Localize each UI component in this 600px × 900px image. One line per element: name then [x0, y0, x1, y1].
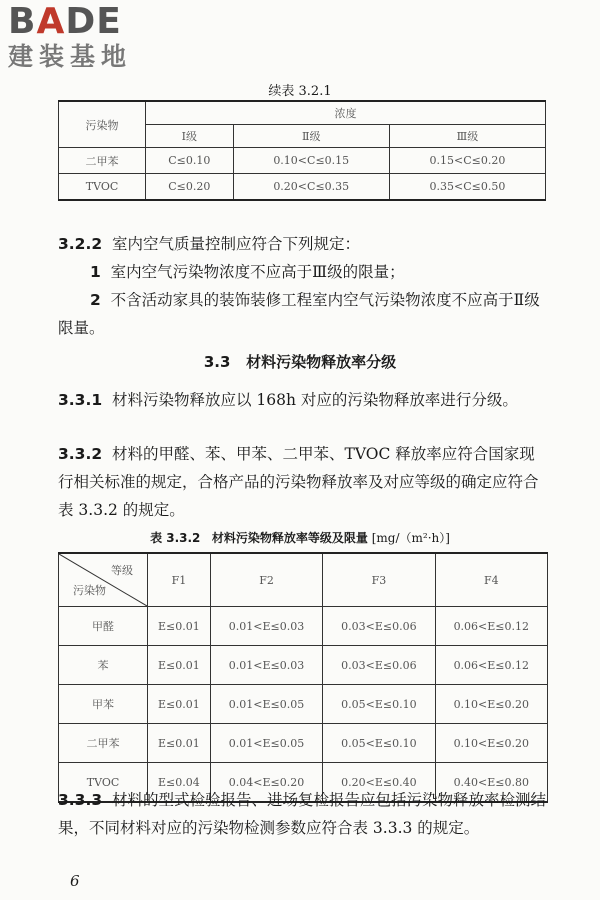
header-grade: 等级	[111, 564, 133, 577]
table-row	[59, 607, 548, 646]
table-cell: 0.06<E≤0.12	[435, 646, 547, 685]
table-row	[59, 724, 548, 763]
table-cell: 0.03<E≤0.06	[323, 607, 435, 646]
table-cell: C≤0.10	[146, 148, 234, 174]
table-row	[59, 646, 548, 685]
table1-header-pollutant: 污染物	[59, 101, 146, 148]
table-cell: 0.06<E≤0.12	[435, 607, 547, 646]
clause-number: 3.2.2	[58, 235, 103, 253]
table-cell: 0.01<E≤0.05	[210, 724, 322, 763]
table2-grade-f4: F4	[435, 553, 547, 607]
clause-3-3-2	[58, 440, 548, 524]
table-cell: 0.35<C≤0.50	[389, 174, 545, 201]
row-label: 苯	[59, 646, 148, 685]
table2-diagonal-header	[59, 553, 148, 607]
table-row	[59, 148, 546, 174]
table-cell: 0.10<C≤0.15	[233, 148, 389, 174]
table-cell: E≤0.04	[148, 763, 211, 803]
row-label: 甲醛	[59, 607, 148, 646]
table-cell: 0.10<E≤0.20	[435, 724, 547, 763]
logo	[8, 2, 183, 72]
table2	[58, 552, 548, 803]
table2-grade-f2: F2	[210, 553, 322, 607]
table2-grade-f3: F3	[323, 553, 435, 607]
table-cell: 0.01<E≤0.03	[210, 646, 322, 685]
table-cell: 0.01<E≤0.05	[210, 685, 322, 724]
table1-caption: 续表 3.2.1	[268, 84, 332, 99]
table2-grade-f1: F1	[148, 553, 211, 607]
table-cell: C≤0.20	[146, 174, 234, 201]
clause-3-2-2	[58, 230, 548, 342]
table1-grade-3: Ⅲ级	[389, 125, 545, 148]
item-number: 1	[90, 263, 101, 281]
item-text: 不含活动家具的装饰装修工程室内空气污染物浓度不应高于Ⅱ级限量。	[58, 291, 540, 337]
table-cell: E≤0.01	[148, 724, 211, 763]
row-label: 二甲苯	[59, 148, 146, 174]
header-pollutant: 污染物	[73, 584, 106, 597]
section-heading: 3.3 材料污染物释放率分级	[203, 353, 397, 371]
clause-text: 室内空气质量控制应符合下列规定：	[112, 235, 361, 253]
logo-tagline: 建装基地	[8, 42, 133, 71]
table-cell: 0.04<E≤0.20	[210, 763, 322, 803]
table-cell: 0.05<E≤0.10	[323, 685, 435, 724]
row-label: 甲苯	[59, 685, 148, 724]
clause-text: 材料的甲醛、苯、甲苯、二甲苯、TVOC 释放率应符合国家现行相关标准的规定，合格产品的污染物释放率及对应等级的确定应符合表 3.3.2 的规定。	[58, 445, 539, 519]
table-cell: 0.40<E≤0.80	[435, 763, 547, 803]
table-row	[59, 174, 546, 201]
table1	[58, 100, 546, 201]
table-cell: 0.05<E≤0.10	[323, 724, 435, 763]
clause-3-3-3	[58, 786, 548, 842]
table-cell: 0.15<C≤0.20	[389, 148, 545, 174]
table-cell: 0.01<E≤0.03	[210, 607, 322, 646]
clause-number: 3.3.2	[58, 445, 103, 463]
row-label: 二甲苯	[59, 724, 148, 763]
item-number: 2	[90, 291, 101, 309]
table2-caption: 表 3.3.2 材料污染物释放率等级及限量 [mg/（m²·h）]	[150, 531, 450, 545]
table-cell: E≤0.01	[148, 685, 211, 724]
clause-number: 3.3.3	[58, 791, 103, 809]
page-number: 6	[70, 872, 80, 890]
clause-3-3-1	[58, 386, 548, 414]
clause-text: 材料污染物释放应以 168h 对应的污染物释放率进行分级。	[112, 391, 518, 409]
logo-brand: BADE	[8, 1, 122, 42]
diagonal-line	[59, 554, 147, 606]
item-text: 室内空气污染物浓度不应高于Ⅲ级的限量；	[110, 263, 405, 281]
clause-number: 3.3.1	[58, 391, 103, 409]
table-row	[59, 685, 548, 724]
table1-grade-1: Ⅰ级	[146, 125, 234, 148]
table-cell: 0.20<C≤0.35	[233, 174, 389, 201]
table-cell: 0.03<E≤0.06	[323, 646, 435, 685]
clause-text: 材料的型式检验报告、进场复检报告应包括污染物释放率检测结果，不同材料对应的污染物检测参数应符合表 3.3.3 的规定。	[58, 791, 547, 837]
table-cell: 0.10<E≤0.20	[435, 685, 547, 724]
table-cell: 0.20<E≤0.40	[323, 763, 435, 803]
table1-header-concentration: 浓度	[146, 101, 546, 125]
table-cell: E≤0.01	[148, 607, 211, 646]
table1-grade-2: Ⅱ级	[233, 125, 389, 148]
row-label: TVOC	[59, 763, 148, 803]
table-cell: E≤0.01	[148, 646, 211, 685]
row-label: TVOC	[59, 174, 146, 201]
